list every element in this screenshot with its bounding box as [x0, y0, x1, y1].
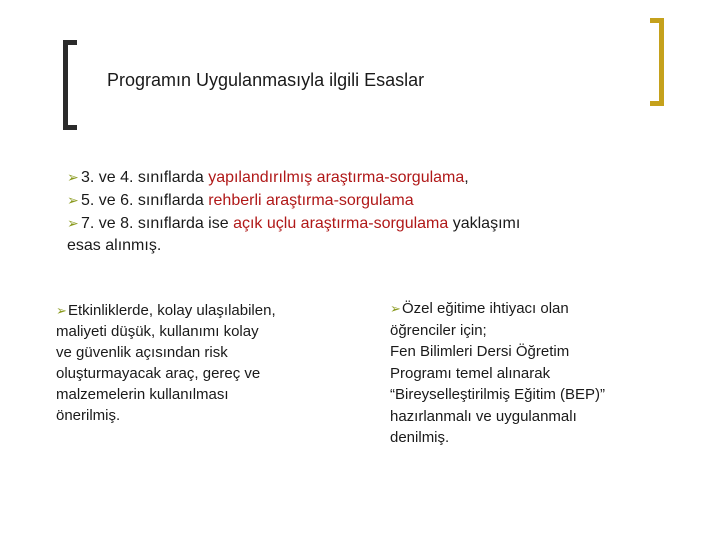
right-column-line: “Bireyselleştirilmiş Eğitim (BEP)”: [390, 386, 606, 403]
right-column-line: [390, 298, 680, 320]
left-column-line: maliyeti düşük, kullanımı kolay: [56, 323, 259, 340]
bullet-list: [67, 166, 647, 257]
left-column-line: ve güvenlik açısından risk: [56, 344, 228, 361]
left-column-line: malzemelerin kullanılması: [56, 386, 229, 403]
bullet-highlight: rehberli araştırma-sorgulama: [208, 192, 414, 209]
arrow-check-icon: ➢: [67, 169, 79, 185]
bullet-text: 5. ve 6. sınıflarda: [81, 192, 209, 209]
slide-title: Programın Uygulanmasıyla ilgili Esaslar: [107, 70, 425, 90]
right-column-text: [390, 298, 680, 449]
left-column-line: oluşturmayacak araç, gereç ve: [56, 365, 261, 382]
left-column-line: önerilmiş.: [56, 407, 121, 424]
right-line-text: Özel eğitime ihtiyacı olan: [402, 300, 569, 317]
left-column-text: [56, 300, 346, 426]
left-column-line: [56, 300, 346, 321]
left-line-text: Etkinliklerde, kolay ulaşılabilen,: [68, 302, 276, 319]
bullet-highlight: açık uçlu araştırma-sorgulama: [233, 215, 449, 232]
arrow-check-icon: ➢: [56, 303, 67, 318]
bullet-item-3-4: [67, 166, 647, 189]
bullet-text-end: ,: [464, 169, 469, 186]
bullet-continuation: esas alınmış.: [67, 237, 162, 254]
bullet-highlight: yapılandırılmış araştırma-sorgulama: [208, 169, 465, 186]
right-column-line: hazırlanmalı ve uygulanmalı: [390, 407, 577, 425]
arrow-check-icon: ➢: [67, 192, 79, 208]
right-bracket-decoration: [650, 18, 664, 106]
bullet-text-end: yaklaşımı: [448, 215, 521, 232]
right-column-line: denilmiş.: [390, 429, 450, 446]
bullet-item-5-6: [67, 189, 647, 212]
bullet-text: 3. ve 4. sınıflarda: [81, 169, 209, 186]
bullet-text: 7. ve 8. sınıflarda ise: [81, 215, 234, 232]
right-column-line: Programı temel alınarak: [390, 364, 551, 382]
right-column-line: Fen Bilimleri Dersi Öğretim: [390, 343, 570, 360]
bullet-item-7-8: [67, 212, 647, 235]
arrow-check-icon: ➢: [390, 301, 401, 316]
left-bracket-decoration: [63, 40, 77, 130]
arrow-check-icon: ➢: [67, 215, 79, 231]
right-column-line: öğrenciler için;: [390, 321, 487, 339]
